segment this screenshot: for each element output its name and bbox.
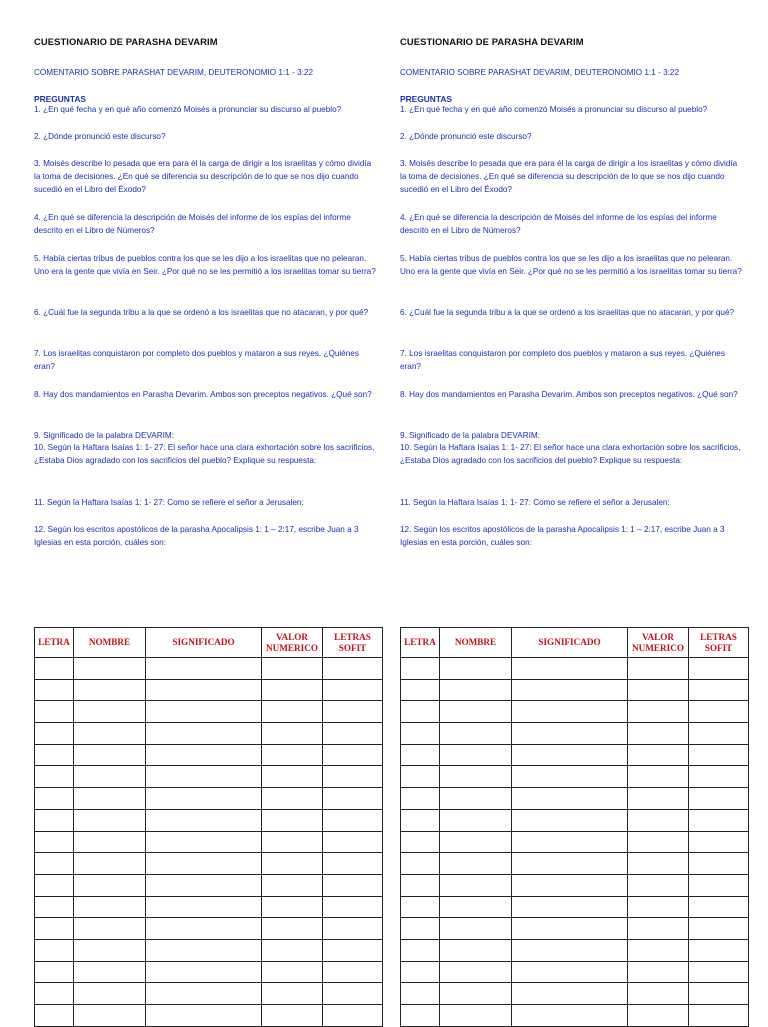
question-item: 3. Moisés describe lo pesada que era para él la carga de dirigir a los israelitas y cómo dividía la toma de decisiones. ¿En qué se diferencia su descripción de lo que se nos dijo cuando sucedió en el Libro del Éxodo?	[34, 159, 372, 194]
questions-heading: PREGUNTAS	[400, 94, 452, 104]
answer-cell[interactable]	[323, 896, 383, 918]
table-row	[401, 874, 749, 896]
column-header-valor-numerico: VALOR NUMERICO	[628, 628, 689, 658]
answer-cell[interactable]	[512, 983, 628, 1005]
answer-cell[interactable]	[35, 896, 74, 918]
table-row	[401, 831, 749, 853]
answer-cell[interactable]	[323, 939, 383, 961]
table-row	[401, 853, 749, 875]
table-row	[401, 961, 749, 983]
question-item: 12. Según los escritos apostólicos de la parasha Apocalipsis 1: 1 – 2:17, escribe Juan a 3 Iglesias en esta porción, cuáles son:	[400, 525, 725, 547]
answer-cell[interactable]	[401, 744, 440, 766]
hebrew-letters-table	[34, 627, 383, 1027]
answer-cell[interactable]	[512, 701, 628, 723]
answer-cell[interactable]	[689, 983, 749, 1005]
answer-cell[interactable]	[440, 961, 512, 983]
answer-cell[interactable]	[512, 788, 628, 810]
answer-cell[interactable]	[262, 961, 323, 983]
column-header-letra: LETRA	[401, 628, 440, 658]
column-header-nombre: NOMBRE	[440, 628, 512, 658]
answer-cell[interactable]	[35, 831, 74, 853]
answer-cell[interactable]	[262, 918, 323, 940]
question-item: 7. Los israelitas conquistaron por completo dos pueblos y mataron a sus reyes. ¿Quiénes eran?	[34, 349, 359, 371]
question-item: 10. Según la Haftara Isaías 1: 1- 27: El señor hace una clara exhortación sobre los sacrificios, ¿Estaba Dios agradado con los sacrificios del pueblo? Explique su respuesta:	[400, 443, 741, 465]
worksheet-right	[400, 0, 752, 1024]
answer-cell[interactable]	[262, 679, 323, 701]
table-row	[35, 809, 383, 831]
column-header-nombre: NOMBRE	[74, 628, 146, 658]
table-row	[401, 983, 749, 1005]
answer-cell[interactable]	[146, 896, 262, 918]
table-row	[401, 939, 749, 961]
worksheet-left	[34, 0, 386, 1024]
question-item: 3. Moisés describe lo pesada que era para él la carga de dirigir a los israelitas y cómo dividía la toma de decisiones. ¿En qué se diferencia su descripción de lo que se nos dijo cuando sucedió en el Libro del Éxodo?	[400, 159, 738, 194]
answer-cell[interactable]	[440, 874, 512, 896]
table-row	[35, 983, 383, 1005]
answer-cell[interactable]	[689, 961, 749, 983]
answer-cell[interactable]	[74, 701, 146, 723]
answer-cell[interactable]	[689, 809, 749, 831]
worksheet-subtitle: COMENTARIO SOBRE PARASHAT DEVARIM, DEUTERONOMIO 1:1 - 3:22	[400, 68, 680, 77]
answer-cell[interactable]	[440, 701, 512, 723]
answer-cell[interactable]	[146, 853, 262, 875]
question-item: 5. Había ciertas tribus de pueblos contra los que se les dijo a los israelitas que no pelearan. Uno era la gente que vivía en Seir. ¿Por qué no se les permitió a los israelitas tomar su tierra?	[400, 254, 742, 276]
answer-cell[interactable]	[74, 658, 146, 680]
answer-cell[interactable]	[628, 766, 689, 788]
answer-cell[interactable]	[74, 679, 146, 701]
column-header-significado: SIGNIFICADO	[146, 628, 262, 658]
answer-cell[interactable]	[401, 1005, 440, 1027]
answer-cell[interactable]	[74, 853, 146, 875]
answer-cell[interactable]	[35, 679, 74, 701]
answer-cell[interactable]	[35, 809, 74, 831]
answer-cell[interactable]	[401, 831, 440, 853]
column-header-letra: LETRA	[35, 628, 74, 658]
answer-cell[interactable]	[440, 983, 512, 1005]
answer-cell[interactable]	[146, 701, 262, 723]
answer-cell[interactable]	[628, 809, 689, 831]
answer-cell[interactable]	[628, 744, 689, 766]
answer-cell[interactable]	[628, 701, 689, 723]
answer-cell[interactable]	[440, 766, 512, 788]
answer-cell[interactable]	[35, 983, 74, 1005]
answer-cell[interactable]	[440, 658, 512, 680]
answer-cell[interactable]	[401, 896, 440, 918]
answer-cell[interactable]	[401, 701, 440, 723]
answer-cell[interactable]	[689, 896, 749, 918]
answer-cell[interactable]	[146, 874, 262, 896]
table-row	[35, 1005, 383, 1027]
answer-cell[interactable]	[35, 701, 74, 723]
answer-cell[interactable]	[74, 961, 146, 983]
questions-heading: PREGUNTAS	[34, 94, 86, 104]
answer-cell[interactable]	[401, 918, 440, 940]
answer-cell[interactable]	[146, 658, 262, 680]
answer-cell[interactable]	[35, 961, 74, 983]
answer-cell[interactable]	[74, 831, 146, 853]
answer-cell[interactable]	[512, 723, 628, 745]
answer-cell[interactable]	[323, 1005, 383, 1027]
answer-cell[interactable]	[146, 679, 262, 701]
answer-cell[interactable]	[628, 831, 689, 853]
answer-cell[interactable]	[262, 896, 323, 918]
answer-cell[interactable]	[146, 939, 262, 961]
answer-cell[interactable]	[628, 896, 689, 918]
answer-cell[interactable]	[628, 918, 689, 940]
table-row	[35, 831, 383, 853]
answer-cell[interactable]	[689, 766, 749, 788]
answer-cell[interactable]	[146, 961, 262, 983]
answer-cell[interactable]	[512, 831, 628, 853]
question-item: 8. Hay dos mandamientos en Parasha Devarim. Ambos son preceptos negativos. ¿Qué son?	[400, 390, 738, 399]
table-row	[35, 918, 383, 940]
question-item: 4. ¿En qué se diferencia la descripción de Moisés del informe de los espías del informe descrito en el Libro de Números?	[400, 213, 717, 235]
answer-cell[interactable]	[262, 701, 323, 723]
question-item: 5. Había ciertas tribus de pueblos contra los que se les dijo a los israelitas que no pelearan. Uno era la gente que vivía en Seir. ¿Por qué no se les permitió a los israelitas tomar su tierra?	[34, 254, 376, 276]
answer-cell[interactable]	[262, 874, 323, 896]
answer-cell[interactable]	[628, 1005, 689, 1027]
answer-cell[interactable]	[74, 918, 146, 940]
answer-cell[interactable]	[35, 723, 74, 745]
answer-cell[interactable]	[401, 961, 440, 983]
answer-cell[interactable]	[401, 679, 440, 701]
question-item: 2. ¿Dónde pronunció este discurso?	[400, 132, 532, 141]
answer-cell[interactable]	[628, 874, 689, 896]
answer-cell[interactable]	[689, 1005, 749, 1027]
table-row	[35, 766, 383, 788]
table-row	[35, 679, 383, 701]
question-item: 8. Hay dos mandamientos en Parasha Devarim. Ambos son preceptos negativos. ¿Qué son?	[34, 390, 372, 399]
answer-cell[interactable]	[628, 983, 689, 1005]
worksheet-title: CUESTIONARIO DE PARASHA DEVARIM	[34, 36, 218, 47]
answer-cell[interactable]	[35, 939, 74, 961]
answer-cell[interactable]	[146, 766, 262, 788]
answer-cell[interactable]	[440, 809, 512, 831]
answer-cell[interactable]	[401, 723, 440, 745]
answer-cell[interactable]	[440, 1005, 512, 1027]
answer-cell[interactable]	[35, 744, 74, 766]
answer-cell[interactable]	[689, 701, 749, 723]
answer-cell[interactable]	[74, 939, 146, 961]
answer-cell[interactable]	[689, 658, 749, 680]
answer-cell[interactable]	[146, 809, 262, 831]
table-row	[35, 788, 383, 810]
column-header-significado: SIGNIFICADO	[512, 628, 628, 658]
answer-cell[interactable]	[401, 939, 440, 961]
answer-cell[interactable]	[401, 766, 440, 788]
table-row	[35, 874, 383, 896]
question-item: 4. ¿En qué se diferencia la descripción de Moisés del informe de los espías del informe descrito en el Libro de Números?	[34, 213, 351, 235]
table-row	[401, 1005, 749, 1027]
answer-cell[interactable]	[74, 723, 146, 745]
answer-cell[interactable]	[35, 918, 74, 940]
answer-cell[interactable]	[262, 766, 323, 788]
answer-cell[interactable]	[323, 744, 383, 766]
answer-cell[interactable]	[512, 939, 628, 961]
answer-cell[interactable]	[401, 809, 440, 831]
answer-cell[interactable]	[262, 658, 323, 680]
answer-cell[interactable]	[440, 831, 512, 853]
answer-cell[interactable]	[689, 831, 749, 853]
table-row	[35, 701, 383, 723]
question-item: 1. ¿En qué fecha y en qué año comenzó Moisés a pronunciar su discurso al pueblo?	[34, 105, 342, 114]
answer-cell[interactable]	[146, 788, 262, 810]
answer-cell[interactable]	[146, 918, 262, 940]
table-row	[401, 809, 749, 831]
answer-cell[interactable]	[512, 679, 628, 701]
table-row	[401, 918, 749, 940]
answer-cell[interactable]	[512, 961, 628, 983]
question-item: 1. ¿En qué fecha y en qué año comenzó Moisés a pronunciar su discurso al pueblo?	[400, 105, 708, 114]
answer-cell[interactable]	[146, 744, 262, 766]
answer-cell[interactable]	[628, 723, 689, 745]
question-item: 10. Según la Haftara Isaías 1: 1- 27: El señor hace una clara exhortación sobre los sacrificios, ¿Estaba Dios agradado con los sacrificios del pueblo? Explique su respuesta:	[34, 443, 375, 465]
table-row	[401, 723, 749, 745]
table-row	[401, 701, 749, 723]
answer-cell[interactable]	[628, 658, 689, 680]
answer-cell[interactable]	[689, 723, 749, 745]
table-row	[35, 853, 383, 875]
answer-cell[interactable]	[74, 1005, 146, 1027]
answer-cell[interactable]	[262, 744, 323, 766]
worksheet-subtitle: COMENTARIO SOBRE PARASHAT DEVARIM, DEUTERONOMIO 1:1 - 3:22	[34, 68, 314, 77]
answer-cell[interactable]	[628, 679, 689, 701]
answer-cell[interactable]	[628, 853, 689, 875]
table-row	[35, 744, 383, 766]
answer-cell[interactable]	[689, 853, 749, 875]
answer-cell[interactable]	[440, 744, 512, 766]
answer-cell[interactable]	[440, 896, 512, 918]
answer-cell[interactable]	[262, 853, 323, 875]
question-item: 12. Según los escritos apostólicos de la parasha Apocalipsis 1: 1 – 2:17, escribe Juan a 3 Iglesias en esta porción, cuáles son:	[34, 525, 359, 547]
answer-cell[interactable]	[512, 896, 628, 918]
answer-cell[interactable]	[512, 853, 628, 875]
answer-cell[interactable]	[628, 961, 689, 983]
answer-cell[interactable]	[628, 788, 689, 810]
answer-cell[interactable]	[74, 874, 146, 896]
table-row	[401, 788, 749, 810]
answer-cell[interactable]	[146, 831, 262, 853]
answer-cell[interactable]	[35, 1005, 74, 1027]
answer-cell[interactable]	[323, 918, 383, 940]
answer-cell[interactable]	[262, 788, 323, 810]
answer-cell[interactable]	[512, 918, 628, 940]
table-row	[35, 896, 383, 918]
worksheet-title: CUESTIONARIO DE PARASHA DEVARIM	[400, 36, 584, 47]
table-row	[401, 744, 749, 766]
answer-cell[interactable]	[262, 983, 323, 1005]
answer-cell[interactable]	[689, 679, 749, 701]
answer-cell[interactable]	[689, 788, 749, 810]
answer-cell[interactable]	[401, 853, 440, 875]
answer-cell[interactable]	[689, 744, 749, 766]
answer-cell[interactable]	[146, 1005, 262, 1027]
answer-cell[interactable]	[323, 788, 383, 810]
answer-cell[interactable]	[689, 918, 749, 940]
answer-cell[interactable]	[689, 939, 749, 961]
table-row	[401, 679, 749, 701]
answer-cell[interactable]	[512, 1005, 628, 1027]
question-item: 9. Significado de la palabra DEVARIM:	[400, 431, 541, 440]
answer-cell[interactable]	[401, 788, 440, 810]
answer-cell[interactable]	[440, 788, 512, 810]
question-item: 2. ¿Dónde pronunció este discurso?	[34, 132, 166, 141]
answer-cell[interactable]	[323, 961, 383, 983]
answer-cell[interactable]	[74, 983, 146, 1005]
answer-cell[interactable]	[262, 939, 323, 961]
question-item: 11. Según la Haftara Isaías 1: 1- 27: Como se refiere el señor a Jerusalen:	[34, 498, 304, 507]
answer-cell[interactable]	[262, 1005, 323, 1027]
answer-cell[interactable]	[323, 983, 383, 1005]
answer-cell[interactable]	[401, 983, 440, 1005]
answer-cell[interactable]	[512, 658, 628, 680]
answer-cell[interactable]	[323, 658, 383, 680]
hebrew-letters-table	[400, 627, 749, 1027]
answer-cell[interactable]	[512, 744, 628, 766]
answer-cell[interactable]	[323, 723, 383, 745]
question-item: 6. ¿Cuál fue la segunda tribu a la que se ordenó a los israelitas que no atacaran, y por qué?	[34, 308, 369, 317]
table-row	[35, 961, 383, 983]
answer-cell[interactable]	[440, 723, 512, 745]
answer-cell[interactable]	[262, 809, 323, 831]
answer-cell[interactable]	[440, 939, 512, 961]
table-row	[35, 939, 383, 961]
table-row	[401, 896, 749, 918]
answer-cell[interactable]	[323, 809, 383, 831]
answer-cell[interactable]	[323, 701, 383, 723]
answer-cell[interactable]	[146, 723, 262, 745]
column-header-letras-sofit: LETRAS SOFIT	[323, 628, 383, 658]
table-row	[401, 658, 749, 680]
answer-cell[interactable]	[689, 874, 749, 896]
answer-cell[interactable]	[35, 766, 74, 788]
answer-cell[interactable]	[401, 874, 440, 896]
column-header-letras-sofit: LETRAS SOFIT	[689, 628, 749, 658]
answer-cell[interactable]	[323, 679, 383, 701]
answer-cell[interactable]	[401, 658, 440, 680]
question-item: 6. ¿Cuál fue la segunda tribu a la que se ordenó a los israelitas que no atacaran, y por qué?	[400, 308, 735, 317]
answer-cell[interactable]	[74, 788, 146, 810]
answer-cell[interactable]	[440, 918, 512, 940]
answer-cell[interactable]	[512, 874, 628, 896]
answer-cell[interactable]	[262, 723, 323, 745]
table-row	[401, 766, 749, 788]
question-item: 11. Según la Haftara Isaías 1: 1- 27: Como se refiere el señor a Jerusalen:	[400, 498, 670, 507]
answer-cell[interactable]	[512, 766, 628, 788]
answer-cell[interactable]	[323, 831, 383, 853]
answer-cell[interactable]	[323, 853, 383, 875]
table-row	[35, 658, 383, 680]
answer-cell[interactable]	[323, 874, 383, 896]
answer-cell[interactable]	[262, 831, 323, 853]
answer-cell[interactable]	[35, 874, 74, 896]
answer-cell[interactable]	[35, 658, 74, 680]
question-item: 7. Los israelitas conquistaron por completo dos pueblos y mataron a sus reyes. ¿Quiénes eran?	[400, 349, 725, 371]
question-item: 9. Significado de la palabra DEVARIM:	[34, 431, 175, 440]
answer-cell[interactable]	[74, 809, 146, 831]
answer-cell[interactable]	[628, 939, 689, 961]
answer-cell[interactable]	[35, 853, 74, 875]
answer-cell[interactable]	[35, 788, 74, 810]
answer-cell[interactable]	[74, 744, 146, 766]
answer-cell[interactable]	[323, 766, 383, 788]
table-row	[35, 723, 383, 745]
answer-cell[interactable]	[74, 766, 146, 788]
answer-cell[interactable]	[512, 809, 628, 831]
answer-cell[interactable]	[146, 983, 262, 1005]
column-header-valor-numerico: VALOR NUMERICO	[262, 628, 323, 658]
answer-cell[interactable]	[440, 853, 512, 875]
answer-cell[interactable]	[74, 896, 146, 918]
answer-cell[interactable]	[440, 679, 512, 701]
